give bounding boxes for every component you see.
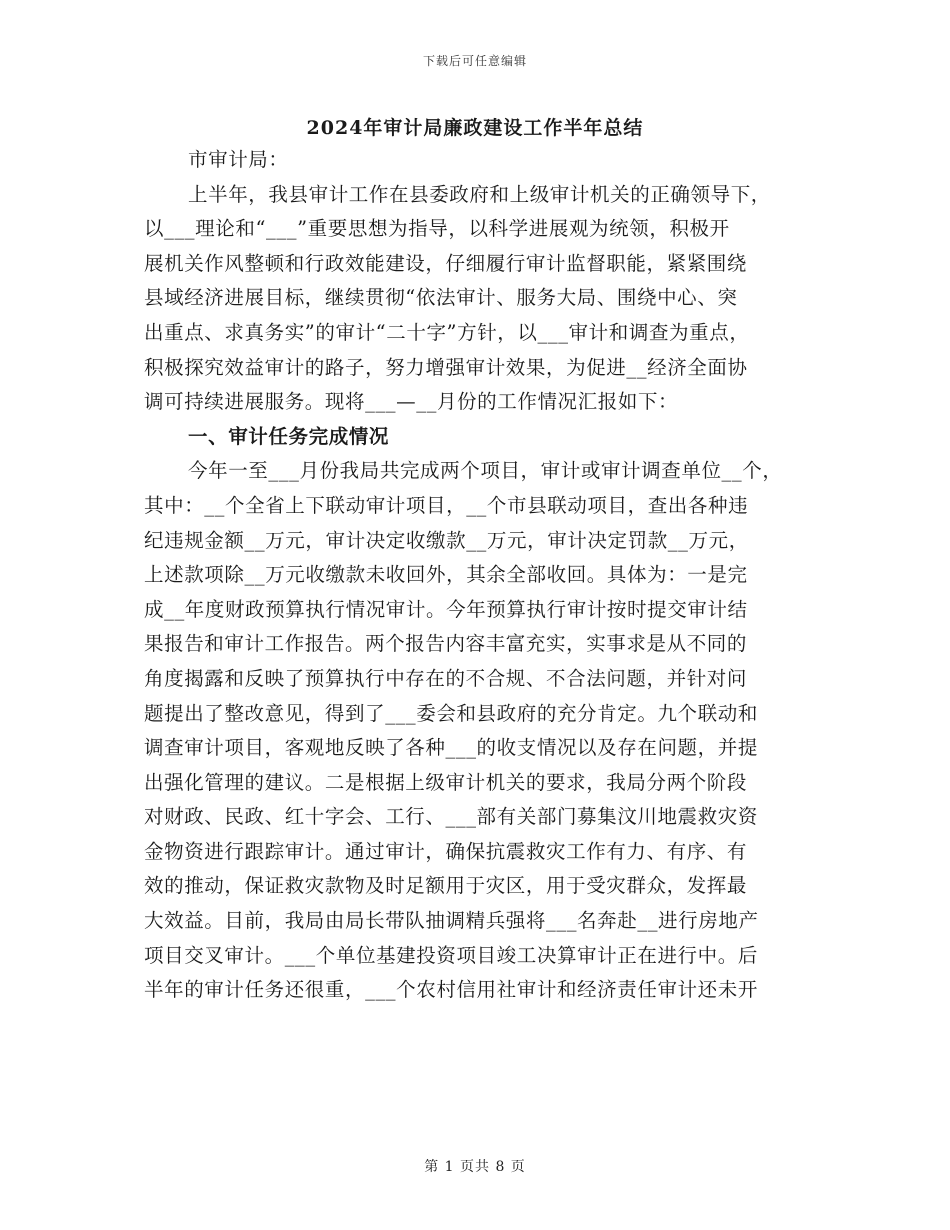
paragraph-line: 半年的审计任务还很重，___个农村信用社审计和经济责任审计还未开 — [144, 978, 758, 1002]
paragraph-line: 对财政、民政、红十字会、工行、___部有关部门募集汶川地震救灾资 — [144, 805, 758, 829]
paragraph-line: 上述款项除__万元收缴款未收回外，其余全部收回。具体为：一是完 — [144, 563, 748, 587]
paragraph-line: 县域经济进展目标，继续贯彻“依法审计、服务大局、围绕中心、突 — [144, 286, 738, 310]
paragraph-line: 市审计局： — [188, 148, 289, 171]
paragraph-line: 积极探究效益审计的路子，努力增强审计效果，为促进__经济全面协 — [144, 355, 748, 379]
paragraph-line: 纪违规金额__万元，审计决定收缴款__万元，审计决定罚款__万元， — [144, 528, 749, 552]
paragraph-line: 成__年度财政预算执行情况审计。今年预算执行审计按时提交审计结 — [144, 597, 748, 621]
header-note: 下载后可任意编辑 — [422, 54, 527, 68]
paragraph-line: 果报告和审计工作报告。两个报告内容丰富充实，实事求是从不同的 — [144, 632, 748, 656]
paragraph-line: 今年一至___月份我局共完成两个项目，审计或审计调查单位__个， — [188, 459, 783, 483]
paragraph-line: 效的推动，保证救灾款物及时足额用于灾区，用于受灾群众，发挥最 — [144, 874, 748, 898]
paragraph-line: 其中：__个全省上下联动审计项目，__个市县联动项目，查出各种违 — [144, 493, 749, 517]
paragraph-line: 上半年，我县审计工作在县委政府和上级审计机关的正确领导下， — [188, 182, 771, 206]
section-heading: 一、审计任务完成情况 — [188, 424, 390, 448]
paragraph-line: 角度揭露和反映了预算执行中存在的不合规、不合法问题，并针对问 — [144, 666, 748, 690]
paragraph-line: 题提出了整改意见，得到了___委会和县政府的充分肯定。九个联动和 — [144, 701, 758, 725]
paragraph-line: 金物资进行跟踪审计。通过审计，确保抗震救灾工作有力、有序、有 — [144, 839, 748, 863]
document-title: 2024年审计局廉政建设工作半年总结 — [306, 117, 644, 139]
paragraph-line: 调查审计项目，客观地反映了各种___的收支情况以及存在问题，并提 — [144, 736, 758, 760]
paragraph-line: 出强化管理的建议。二是根据上级审计机关的要求，我局分两个阶段 — [144, 770, 748, 794]
paragraph-line: 项目交叉审计。___个单位基建投资项目竣工决算审计正在进行中。后 — [144, 943, 758, 967]
paragraph-line: 以___理论和“___”重要思想为指导，以科学进展观为统领，积极开 — [144, 217, 730, 241]
paragraph-line: 大效益。目前，我局由局长带队抽调精兵强将___名奔赴__进行房地产 — [144, 909, 759, 933]
paragraph-line: 展机关作风整顿和行政效能建设，仔细履行审计监督职能，紧紧围绕 — [144, 251, 748, 275]
page-number-footer: 第 1 页共 8 页 — [424, 1159, 526, 1175]
document-body — [144, 143, 816, 1008]
paragraph-line: 出重点、求真务实”的审计“二十字”方针，以___审计和调查为重点， — [144, 320, 750, 344]
paragraph-line: 调可持续进展服务。现将___—__月份的工作情况汇报如下： — [144, 390, 679, 414]
